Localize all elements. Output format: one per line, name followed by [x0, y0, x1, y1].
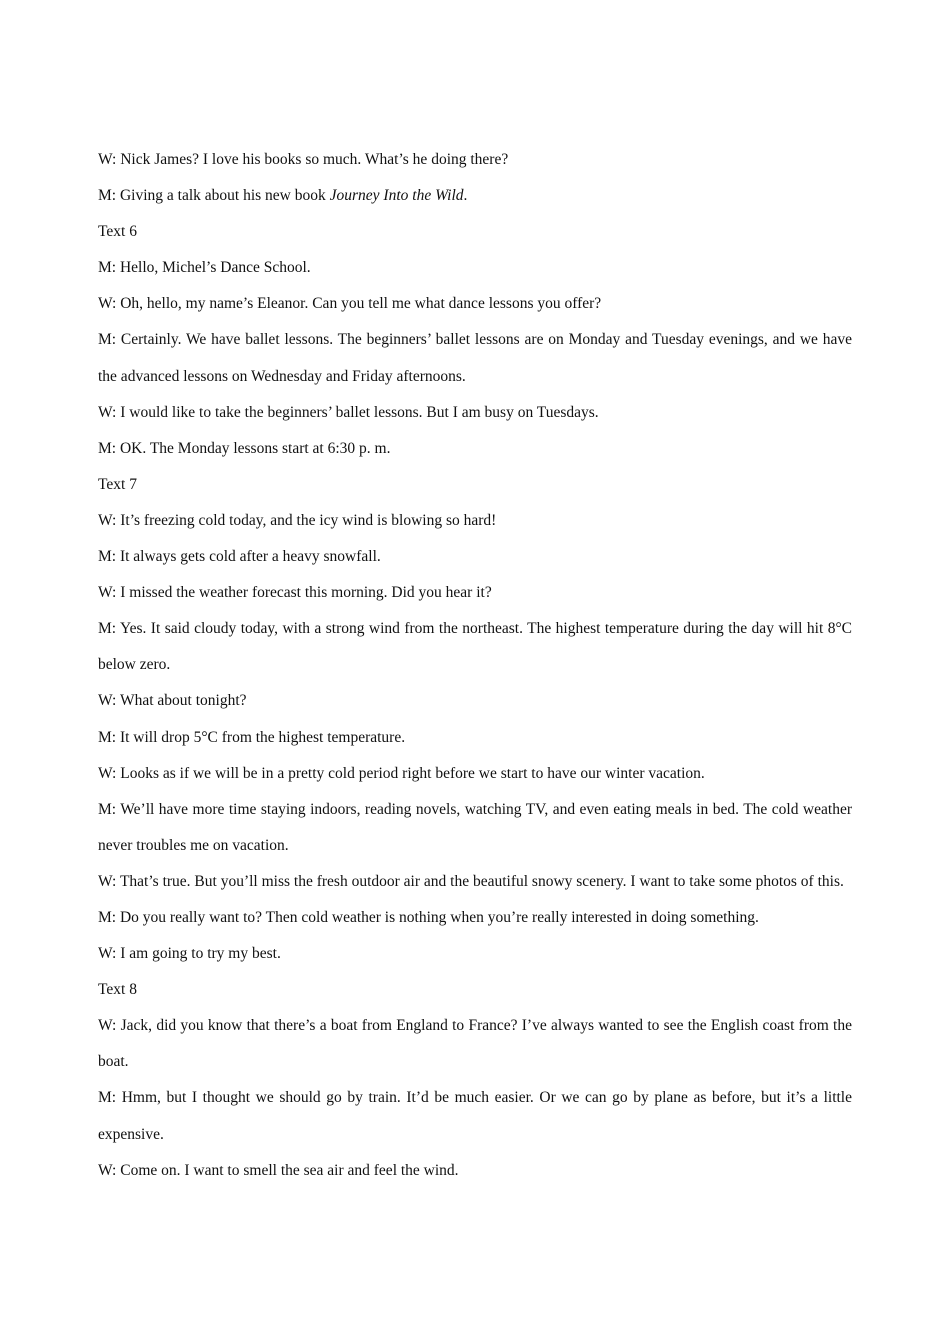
dialogue-line: W: I would like to take the beginners’ ballet lessons. But I am busy on Tuesdays. [98, 403, 599, 421]
document-page [98, 142, 852, 1189]
dialogue-line: M: OK. The Monday lessons start at 6:30 p. m. [98, 439, 391, 457]
dialogue-line: W: Oh, hello, my name’s Eleanor. Can you tell me what dance lessons you offer? [98, 295, 602, 313]
dialogue-line: W: I am going to try my best. [98, 945, 281, 963]
dialogue-line: W: Nick James? I love his books so much. What’s he doing there? [98, 151, 509, 168]
dialogue-line: M: Yes. It said cloudy today, with a strong wind from the northeast. The highest temperature during the day will hit 8°C below zero. [98, 620, 852, 674]
dialogue-line: W: That’s true. But you’ll miss the fresh outdoor air and the beautiful snowy scenery. I want to take some photos of this. [98, 872, 844, 890]
line-prefix: M: Giving a talk about his new book [98, 187, 330, 205]
line-suffix: . [463, 187, 468, 205]
dialogue-line: M: We’ll have more time staying indoors, reading novels, watching TV, and even eating meals in bed. The cold weather never troubles me on vacation. [98, 800, 852, 854]
dialogue-line: W: I missed the weather forecast this morning. Did you hear it? [98, 584, 492, 602]
section-heading: Text 8 [98, 981, 137, 999]
dialogue-line: W: It’s freezing cold today, and the icy wind is blowing so hard! [98, 511, 497, 529]
dialogue-line: M: It always gets cold after a heavy snowfall. [98, 548, 381, 566]
dialogue-line: W: Looks as if we will be in a pretty cold period right before we start to have our winter vacation. [98, 764, 705, 782]
book-title: Journey Into the Wild [329, 187, 464, 205]
dialogue-line: M: Hello, Michel’s Dance School. [98, 259, 311, 277]
section-heading: Text 6 [98, 223, 137, 241]
section-heading: Text 7 [98, 475, 137, 493]
dialogue-line: W: What about tonight? [98, 692, 247, 710]
dialogue-line [98, 178, 852, 214]
dialogue-line: M: It will drop 5°C from the highest temperature. [98, 728, 406, 746]
dialogue-line: M: Hmm, but I thought we should go by train. It’d be much easier. Or we can go by plane as before, but it’s a little expensive. [98, 1089, 852, 1143]
dialogue-line: M: Do you really want to? Then cold weather is nothing when you’re really interested in doing something. [98, 908, 759, 926]
dialogue-line: W: Come on. I want to smell the sea air and feel the wind. [98, 1161, 459, 1179]
dialogue-line: M: Certainly. We have ballet lessons. The beginners’ ballet lessons are on Monday and Tuesday evenings, and we have the advanced lessons on Wednesday and Friday afternoons. [98, 331, 852, 385]
dialogue-line: W: Jack, did you know that there’s a boat from England to France? I’ve always wanted to see the English coast from the boat. [98, 1017, 852, 1071]
